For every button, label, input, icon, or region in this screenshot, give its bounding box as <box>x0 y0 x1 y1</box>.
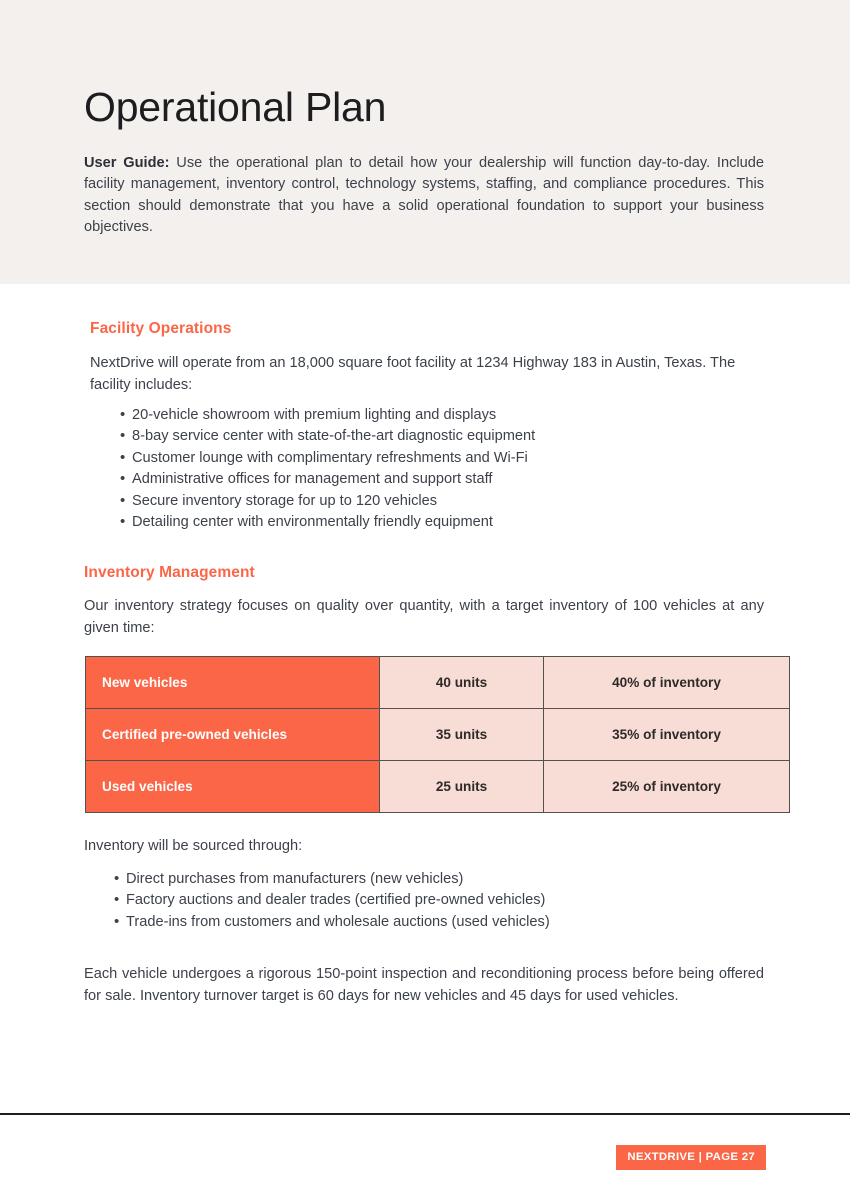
table-row <box>86 657 790 709</box>
list-item: • Customer lounge with complimentary refreshments and Wi-Fi <box>120 448 760 469</box>
list-item: • 20-vehicle showroom with premium lighting and displays <box>120 405 760 426</box>
table-cell-units: 35 units <box>380 709 544 761</box>
list-item: • Administrative offices for management and support staff <box>120 469 760 490</box>
list-item: • Direct purchases from manufacturers (new vehicles) <box>114 869 754 890</box>
inventory-closing-paragraph: Each vehicle undergoes a rigorous 150-point inspection and reconditioning process before being offered for sale. Inventory turnover target is 60 days for new vehicles and 45 days for used vehicles. <box>84 966 764 1004</box>
table-cell-units: 25 units <box>380 761 544 813</box>
user-guide-label: User Guide: <box>84 155 170 171</box>
facility-bullet-list <box>98 405 760 533</box>
user-guide-paragraph <box>84 153 764 238</box>
list-item: • Detailing center with environmentally friendly equipment <box>120 512 760 533</box>
table-cell-category: Used vehicles <box>86 761 380 813</box>
list-item: • Trade-ins from customers and wholesale auctions (used vehicles) <box>114 912 754 933</box>
table-cell-units: 40 units <box>380 657 544 709</box>
table-row <box>86 761 790 813</box>
section-heading-facility-operations: Facility Operations <box>90 320 232 337</box>
table-cell-share: 25% of inventory <box>544 761 790 813</box>
facility-intro-paragraph: NextDrive will operate from an 18,000 square foot facility at 1234 Highway 183 in Austin, Texas. The facility includes: <box>90 355 736 393</box>
inventory-mix-table <box>85 656 790 813</box>
footer-page-badge: NEXTDRIVE | PAGE 27 <box>616 1145 766 1170</box>
table-cell-category: Certified pre-owned vehicles <box>86 709 380 761</box>
sourcing-bullet-list <box>92 869 754 933</box>
inventory-intro-paragraph: Our inventory strategy focuses on quality over quantity, with a target inventory of 100 vehicles at any given time: <box>84 598 764 636</box>
page-title: Operational Plan <box>84 84 387 130</box>
table-cell-share: 40% of inventory <box>544 657 790 709</box>
sourcing-intro-paragraph: Inventory will be sourced through: <box>84 838 303 854</box>
header-band <box>0 0 850 284</box>
list-item: • 8-bay service center with state-of-the-art diagnostic equipment <box>120 426 760 447</box>
footer-divider <box>0 1113 850 1115</box>
list-item: • Factory auctions and dealer trades (certified pre-owned vehicles) <box>114 890 754 911</box>
section-heading-inventory-management: Inventory Management <box>84 564 255 581</box>
table-cell-share: 35% of inventory <box>544 709 790 761</box>
list-item: • Secure inventory storage for up to 120 vehicles <box>120 491 760 512</box>
user-guide-text: Use the operational plan to detail how your dealership will function day-to-day. Include facility management, inventory control, technology systems, staffing, and compliance procedures. This section should demonstrate that you have a solid operational foundation to support your business objectives. <box>84 155 764 235</box>
table-row <box>86 709 790 761</box>
table-cell-category: New vehicles <box>86 657 380 709</box>
